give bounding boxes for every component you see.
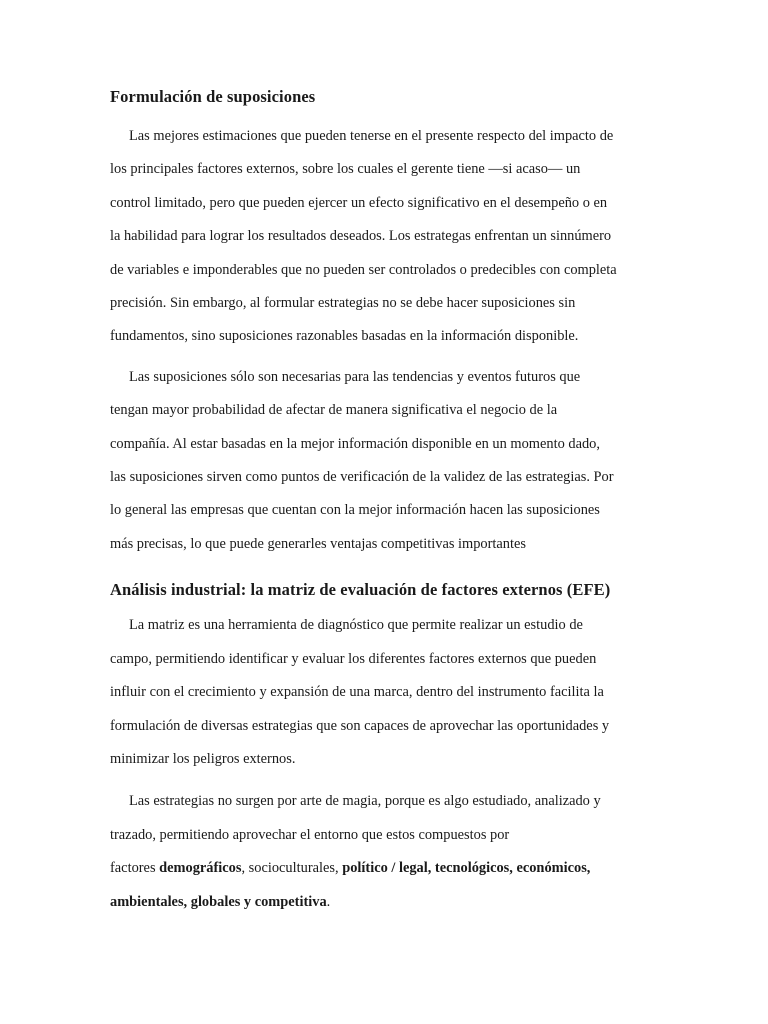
text-line: compañía. Al estar basadas en la mejor información disponible en un momento dado, [110,435,600,452]
text-line: de variables e imponderables que no pueden ser controlados o predecibles con completa [110,261,617,278]
paragraph-estimaciones [110,120,655,354]
paragraph-suposiciones-necesarias [110,361,655,561]
text-line: La matriz es una herramienta de diagnóstico que permite realizar un estudio de [129,617,583,634]
factor-socioculturales: socioculturales [248,860,335,877]
text-line: más precisas, lo que puede generarles ventajas competitivas importantes [110,535,526,552]
text-line: trazado, permitiendo aprovechar el entorno que estos compuestos por [110,826,510,843]
text-line: formulación de diversas estrategias que son capaces de aprovechar las oportunidades y [110,717,610,734]
text-line: los principales factores externos, sobre los cuales el gerente tiene —si acaso— un [110,161,581,178]
factor-separator: , [241,860,249,877]
section-heading-efe: Análisis industrial: la matriz de evaluación de factores externos (EFE) [110,580,611,600]
factor-ambientales-globales-competitiva: ambientales, globales y competitiva [110,893,327,910]
text-line: fundamentos, sino suposiciones razonables basadas en la información disponible. [110,328,579,345]
factor-politico-tecnologicos-economicos: político / legal, tecnológicos, económicos, [342,860,591,877]
text-line: tengan mayor probabilidad de afectar de manera significativa el negocio de la [110,402,558,419]
factors-line-2 [110,886,655,919]
factor-demograficos: demográficos [159,860,242,877]
text-line: influir con el crecimiento y expansión de una marca, dentro del instrumento facilita la [110,684,604,701]
factors-line [110,852,655,885]
paragraph-estrategias [110,785,655,919]
text-line: control limitado, pero que pueden ejercer un efecto significativo en el desempeño o en [110,194,608,211]
factor-separator: , [335,860,343,877]
text-line: la habilidad para lograr los resultados deseados. Los estrategas enfrentan un sinnúmero [110,228,612,245]
text-line: precisión. Sin embargo, al formular estrategias no se debe hacer suposiciones sin [110,295,576,312]
sentence-end: . [326,893,331,910]
text-line: Las estrategias no surgen por arte de magia, porque es algo estudiado, analizado y [129,793,601,810]
text-line: las suposiciones sirven como puntos de verificación de la validez de las estrategias. Por [110,469,614,486]
text-line: Las suposiciones sólo son necesarias para las tendencias y eventos futuros que [129,368,581,385]
section-heading-suposiciones: Formulación de suposiciones [110,87,316,106]
factors-prefix: factores [110,860,160,877]
text-line: minimizar los peligros externos. [110,750,296,767]
text-line: lo general las empresas que cuentan con la mejor información hacen las suposiciones [110,502,600,519]
document-content [110,80,655,919]
paragraph-matriz [110,609,655,776]
text-line: campo, permitiendo identificar y evaluar los diferentes factores externos que pueden [110,650,597,667]
text-line: Las mejores estimaciones que pueden tenerse en el presente respecto del impacto de [129,128,614,144]
